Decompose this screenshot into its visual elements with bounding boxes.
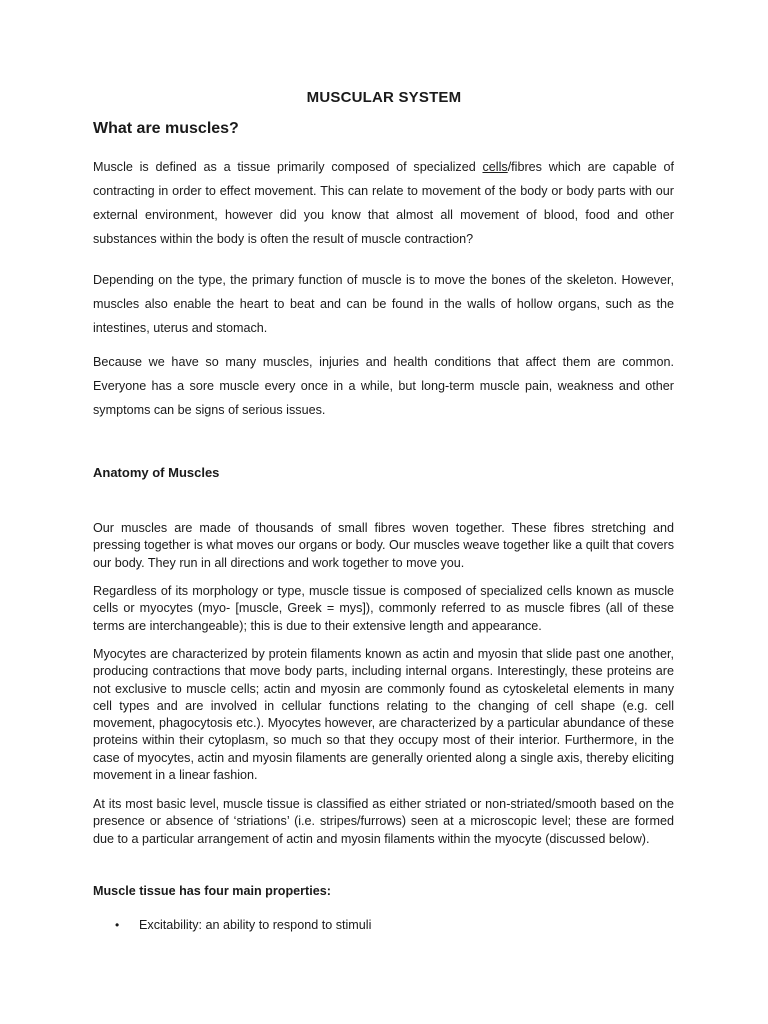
list-item-text: Excitability: an ability to respond to stimuli (139, 918, 372, 932)
paragraph-fibres: Our muscles are made of thousands of small fibres woven together. These fibres stretching and pressing together is what moves our organs or body. Our muscles weave together like a quilt that covers our body. They run in all directions and work together to move you. (93, 521, 674, 570)
cells-link[interactable]: cells (482, 160, 508, 174)
paragraph-myocytes-definition: Regardless of its morphology or type, muscle tissue is composed of specialized cells known as muscle cells or myocytes (myo- [muscle, Greek = mys]), commonly referred to as muscle fibres (all of these terms are interchangeable); this is due to their extensive length and appearance. (93, 584, 674, 633)
properties-heading: Muscle tissue has four main properties: (93, 884, 331, 898)
section-heading-anatomy: Anatomy of Muscles (93, 465, 220, 480)
paragraph-primary-function: Depending on the type, the primary function of muscle is to move the bones of the skeleton. However, muscles also enable the heart to beat and can be found in the walls of hollow organs, such as the intestines, uterus and stomach. (93, 273, 674, 335)
paragraph-striated: At its most basic level, muscle tissue is classified as either striated or non-striated/smooth based on the presence or absence of ‘striations’ (i.e. stripes/furrows) seen at a microscopic level; these are formed due to a particular arrangement of actin and myosin filaments within the myocyte (discussed below). (93, 797, 674, 846)
section-heading-what-are-muscles: What are muscles? (93, 120, 239, 137)
bullet-icon: • (115, 918, 120, 932)
paragraph-text: /fibres which are capable of contracting in order to effect movement. This can relate to movement of the body or body parts with our external environment, however did you know that almost all movement of blood, food and other substances within the body is often the result of muscle contraction? (93, 160, 674, 246)
document-title: MUSCULAR SYSTEM (306, 89, 462, 106)
paragraph-injuries: Because we have so many muscles, injuries and health conditions that affect them are common. Everyone has a sore muscle every once in a while, but long-term muscle pain, weakness and other symptoms can be signs of serious issues. (93, 355, 674, 417)
paragraph-actin-myosin: Myocytes are characterized by protein filaments known as actin and myosin that slide past one another, producing contractions that move body parts, including internal organs. Interestingly, these proteins are not exclusive to muscle cells; actin and myosin are commonly found as cytoskeletal elements in many cell types and are involved in cellular functions relating to the changing of cell shape (e.g. cell movement, phagocytosis etc.). Myocytes however, are characterized by a particular abundance of these proteins within their cytoplasm, so much so that they occupy most of their interior. Furthermore, in the case of myocytes, actin and myosin filaments are generally oriented along a single axis, thereby eliciting movement in a linear fashion. (93, 647, 674, 783)
paragraph-muscle-definition (93, 155, 674, 251)
list-item (115, 918, 371, 932)
paragraph-text: Muscle is defined as a tissue primarily composed of specialized (93, 160, 483, 174)
